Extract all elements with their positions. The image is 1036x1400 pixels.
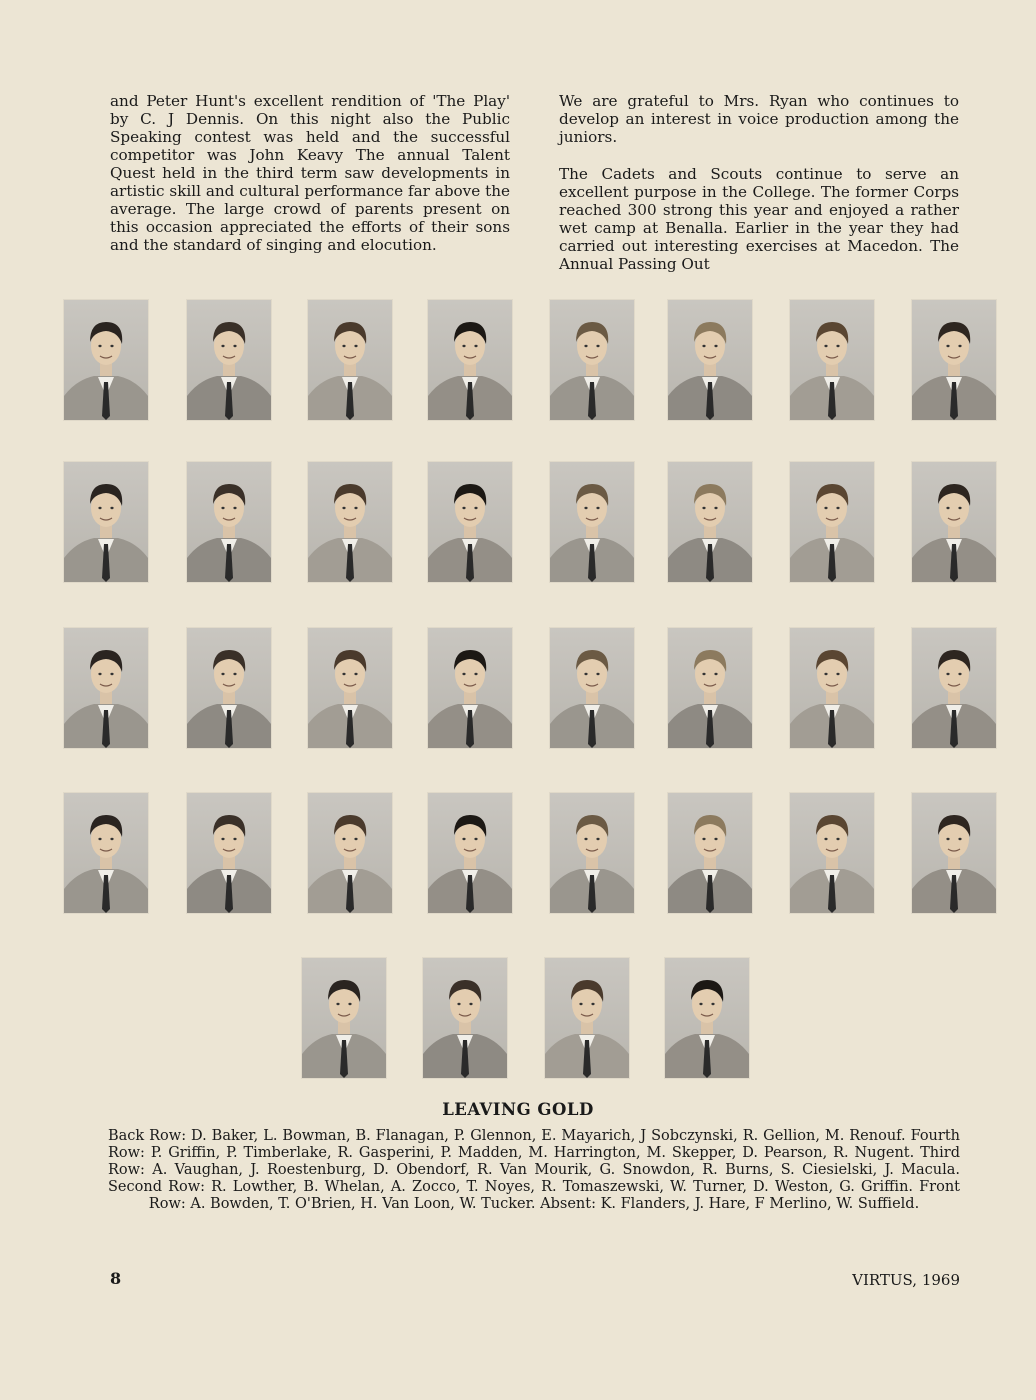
caption-title: LEAVING GOLD [442, 1100, 594, 1119]
student-portrait [550, 793, 634, 913]
student-portrait [545, 958, 629, 1078]
student-portrait [550, 300, 634, 420]
student-portrait [187, 462, 271, 582]
student-portrait [308, 628, 392, 748]
student-portrait [64, 300, 148, 420]
student-portrait [308, 462, 392, 582]
student-portrait [550, 462, 634, 582]
student-portrait [302, 958, 386, 1078]
student-portrait [64, 462, 148, 582]
student-portrait [187, 628, 271, 748]
student-portrait [790, 462, 874, 582]
student-portrait [912, 628, 996, 748]
student-portrait [668, 793, 752, 913]
student-portrait [64, 793, 148, 913]
student-portrait [308, 300, 392, 420]
student-portrait [668, 300, 752, 420]
student-portrait [790, 793, 874, 913]
student-portrait [428, 300, 512, 420]
page-number: 8 [110, 1269, 122, 1288]
paragraph: We are grateful to Mrs. Ryan who continues to develop an interest in voice production among the juniors. [559, 92, 959, 146]
paragraph: and Peter Hunt's excellent rendition of 'The Play' by C. J Dennis. On this night also the Public Speaking contest was held and the successful competitor was John Keavy The annual Talent Quest held in the third term saw developments in artistic skill and cultural performance far above the average. The large crowd of parents present on this occasion appreciated the efforts of their sons and the standard of singing and elocution. [110, 92, 510, 254]
paragraph: The Cadets and Scouts continue to serve an excellent purpose in the College. The former Corps reached 300 strong this year and enjoyed a rather wet camp at Benalla. Earlier in the year they had carried out interesting exercises at Macedon. The Annual Passing Out [559, 165, 959, 273]
student-portrait [187, 300, 271, 420]
caption-names: Back Row: D. Baker, L. Bowman, B. Flanagan, P. Glennon, E. Mayarich, J Sobczynski, R. Gellion, M. Renouf. Fourth Row: P. Griffin, P. Timberlake, R. Gasperini, P. Madden, M. Harrington, M. Skepper, D. Pearson, R. Nugent. Third Row: A. Vaughan, J. Roestenburg, D. Obendorf, R. Van Mourik, G. Snowdon, R. Burns, S. Ciesielski, J. Macula. Second Row: R. Lowther, B. Whelan, A. Zocco, T. Noyes, R. Tomaszewski, W. Turner, D. Weston, G. Griffin. Front Row: A. Bowden, T. O'Brien, H. Van Loon, W. Tucker. Absent: K. Flanders, J. Hare, F Merlino, W. Suffield. [108, 1128, 960, 1212]
student-portrait [428, 462, 512, 582]
student-portrait [64, 628, 148, 748]
student-portrait [912, 793, 996, 913]
student-portrait [428, 628, 512, 748]
student-portrait [550, 628, 634, 748]
student-portrait [668, 628, 752, 748]
student-portrait [668, 462, 752, 582]
student-portrait [912, 462, 996, 582]
running-footer: VIRTUS, 1969 [852, 1271, 960, 1289]
student-portrait [308, 793, 392, 913]
student-portrait [790, 628, 874, 748]
student-portrait [187, 793, 271, 913]
student-portrait [790, 300, 874, 420]
student-portrait [423, 958, 507, 1078]
student-portrait [665, 958, 749, 1078]
student-portrait [428, 793, 512, 913]
student-portrait [912, 300, 996, 420]
